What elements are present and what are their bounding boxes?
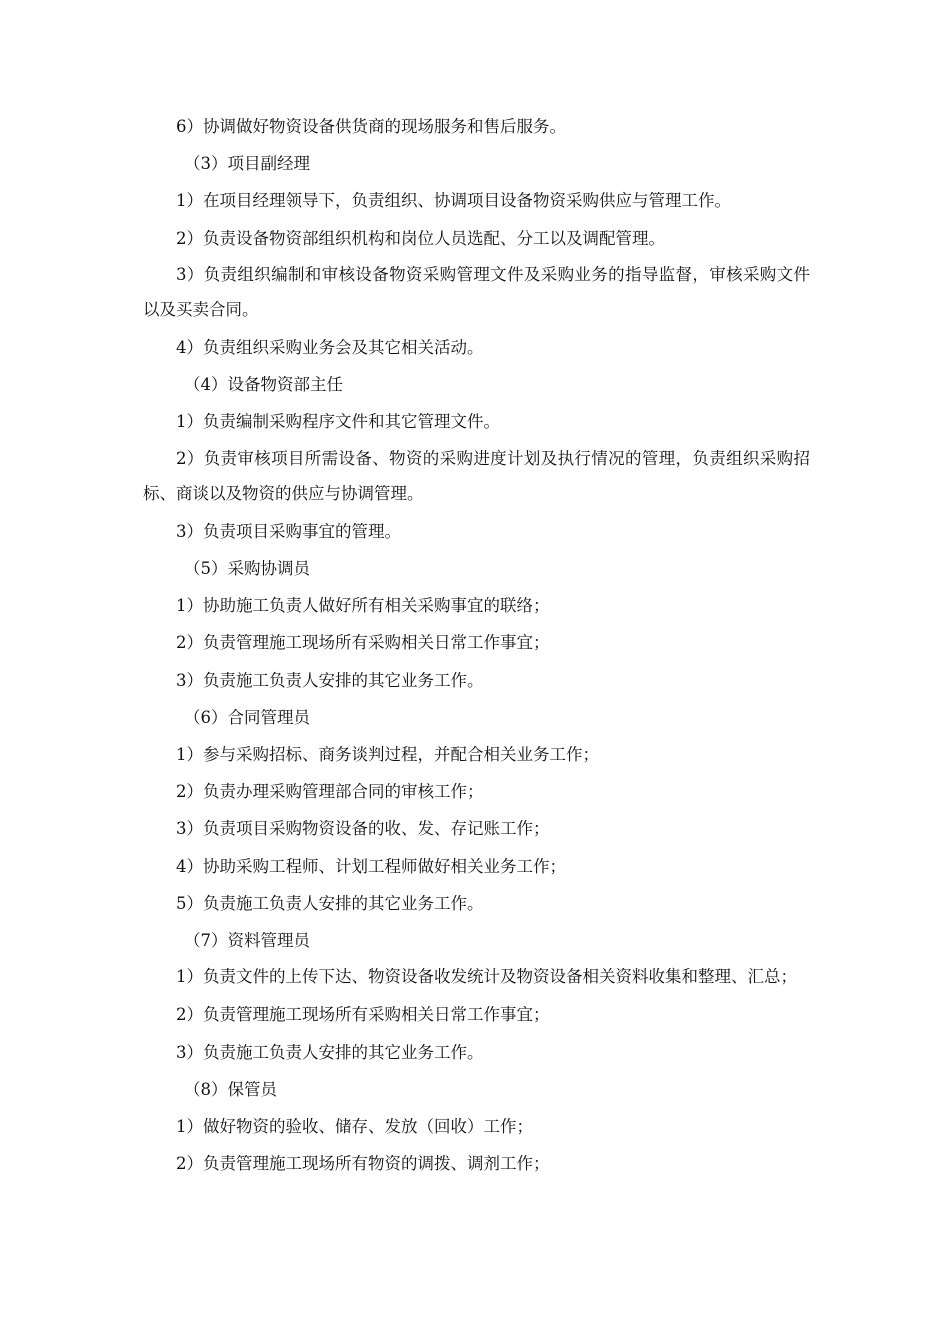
- paragraph: 1）做好物资的验收、储存、发放（回收）工作；: [176, 1117, 533, 1137]
- section-heading: （7）资料管理员: [184, 931, 310, 951]
- paragraph: 4）协助采购工程师、计划工程师做好相关业务工作；: [176, 856, 566, 876]
- paragraph: 6）协调做好物资设备供货商的现场服务和售后服务。: [176, 117, 566, 136]
- paragraph: 2）负责管理施工现场所有采购相关日常工作事宜；: [176, 1005, 550, 1025]
- paragraph: 1）协助施工负责人做好所有相关采购事宜的联络；: [176, 596, 550, 616]
- section-heading: （8）保管员: [184, 1079, 277, 1099]
- section-heading: （5）采购协调员: [184, 559, 310, 578]
- paragraph: 3）负责施工负责人安排的其它业务工作。: [176, 670, 484, 690]
- paragraph: 3）负责施工负责人安排的其它业务工作。: [176, 1042, 484, 1062]
- paragraph: 1）负责编制采购程序文件和其它管理文件。: [176, 412, 500, 432]
- paragraph: 1）参与采购招标、商务谈判过程，并配合相关业务工作；: [176, 745, 599, 765]
- paragraph: 2）负责审核项目所需设备、物资的采购进度计划及执行情况的管理，负责组织采购招标、商谈以及物资的供应与协调管理。: [143, 448, 810, 503]
- paragraph: 3）负责项目采购物资设备的收、发、存记账工作；: [176, 819, 550, 839]
- paragraph: 3）负责组织编制和审核设备物资采购管理文件及采购业务的指导监督，审核采购文件以及买卖合同。: [143, 264, 810, 319]
- paragraph: 1）在项目经理领导下，负责组织、协调项目设备物资采购供应与管理工作。: [176, 191, 731, 211]
- paragraph: 2）负责管理施工现场所有采购相关日常工作事宜；: [176, 633, 550, 653]
- section-heading: （6）合同管理员: [184, 707, 310, 727]
- paragraph: 1）负责文件的上传下达、物资设备收发统计及物资设备相关资料收集和整理、汇总；: [176, 967, 797, 987]
- paragraph: 2）负责办理采购管理部合同的审核工作；: [176, 782, 484, 802]
- section-heading: （4）设备物资部主任: [184, 375, 343, 395]
- paragraph: 5）负责施工负责人安排的其它业务工作。: [176, 893, 484, 913]
- paragraph: 2）负责管理施工现场所有物资的调拨、调剂工作；: [176, 1154, 550, 1174]
- paragraph: 3）负责项目采购事宜的管理。: [176, 521, 401, 541]
- paragraph: 2）负责设备物资部组织机构和岗位人员选配、分工以及调配管理。: [176, 228, 665, 248]
- section-heading: （3）项目副经理: [184, 154, 310, 174]
- paragraph: 4）负责组织采购业务会及其它相关活动。: [176, 338, 484, 357]
